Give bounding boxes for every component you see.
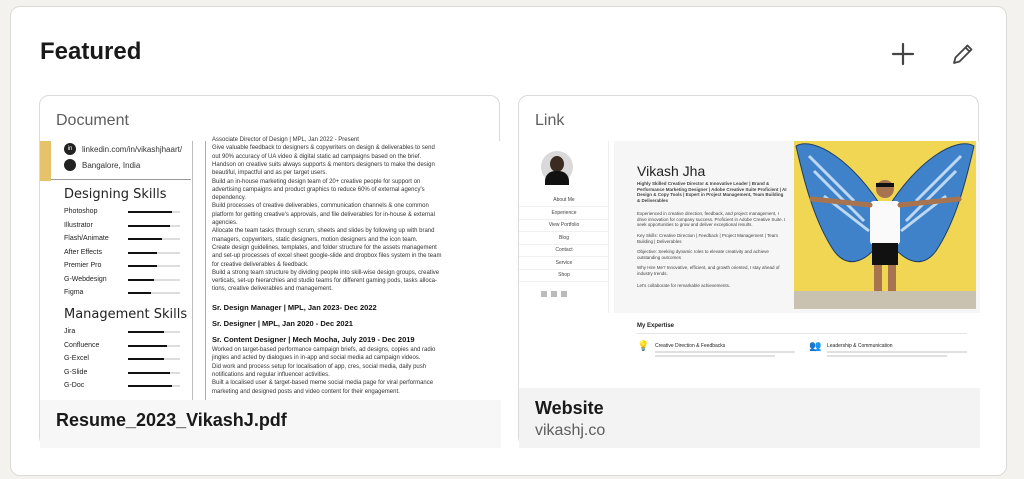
resume-text-line: advertising campaigns and product graphics to reduce 60% of external agency's bbox=[212, 186, 425, 193]
resume-location: Bangalore, India bbox=[82, 161, 141, 170]
skill-name: Illustrator bbox=[64, 221, 93, 229]
website-name: Vikash Jha bbox=[637, 163, 706, 179]
skill-level-bar bbox=[128, 252, 180, 254]
resume-text-line: Handson on creative suits always supports & mentors designers to make the design bbox=[212, 161, 435, 168]
resume-right-column bbox=[212, 137, 497, 400]
resume-text-line: dependency. bbox=[212, 195, 246, 202]
resume-text-line: Did work and process setup for localisation of app, cres, social media, daily push bbox=[212, 363, 427, 370]
plus-icon bbox=[891, 42, 915, 66]
skill-level-bar bbox=[128, 265, 180, 267]
skill-name: G-Slide bbox=[64, 368, 88, 376]
resume-text-line: Worked on target-based performance campaign briefs, ad designs, copies and radio bbox=[212, 347, 436, 353]
card-type-label: Link bbox=[535, 112, 565, 129]
resume-text-line: Build an in-house marketing design team of 20+ creative people for support on bbox=[212, 178, 421, 185]
resume-text-line: jingles and acted by dialogues in in-app and social media ad campaign videos. bbox=[212, 355, 421, 362]
skill-name: G-Webdesign bbox=[64, 275, 107, 283]
resume-linkedin: linkedin.com/in/vikashjhaart/ bbox=[82, 145, 183, 154]
linkedin-icon: in bbox=[64, 143, 76, 155]
skill-name: After Effects bbox=[64, 248, 102, 256]
resume-text-line: out 90% accuracy of UA video & digital static ad campaigns based on the brief. bbox=[212, 153, 422, 160]
resume-text-line: for creative deliverables & feedback. bbox=[212, 261, 309, 268]
link-title: Website bbox=[535, 398, 604, 418]
resume-text-line: marketing and designed posts and video content for their engagement. bbox=[212, 388, 400, 395]
resume-text-line: Associate Director of Design | MPL, Jan 2022 - Present bbox=[212, 137, 359, 143]
website-nav-item: Contact bbox=[519, 247, 609, 257]
avatar bbox=[541, 151, 573, 183]
edit-featured-button[interactable] bbox=[943, 34, 983, 74]
expertise-heading: My Expertise bbox=[637, 323, 675, 329]
resume-text-line: tions, creative deliverables and management. bbox=[212, 286, 333, 293]
resume-text-line: and set-up processes of excel sheet google-slide and dropbox files system in the team bbox=[212, 253, 442, 260]
section-title: Featured bbox=[40, 38, 142, 65]
skill-level-bar bbox=[128, 211, 180, 213]
skill-name: Confluence bbox=[64, 341, 100, 349]
skill-name: Premier Pro bbox=[64, 262, 102, 269]
skill-level-bar bbox=[128, 238, 180, 240]
resume-accent-bar bbox=[40, 141, 51, 181]
resume-text-line: Allocate the team tasks through scrum, sheets and slides by following up with brand bbox=[212, 228, 435, 235]
card-footer bbox=[519, 388, 980, 448]
resume-text-line: beautiful, impactful and as per target users. bbox=[212, 170, 328, 177]
resume-text-line: verticals, set-up hierarchies and studio teams for different gaming pods, tasks alloca- bbox=[212, 278, 437, 285]
skill-level-bar bbox=[128, 331, 180, 333]
website-hero-photo bbox=[794, 141, 976, 309]
skill-level-bar bbox=[128, 372, 180, 374]
website-why-me: Why Hire Me? Innovative, efficient, and growth oriented, I stay ahead of industry trends. bbox=[637, 265, 780, 276]
skill-name: G-Excel bbox=[64, 355, 89, 362]
document-preview bbox=[40, 137, 501, 400]
text-placeholder bbox=[655, 351, 795, 353]
bulb-icon: 💡 bbox=[637, 341, 650, 352]
skill-name: Flash/Animate bbox=[64, 235, 109, 242]
location-icon bbox=[64, 159, 76, 171]
website-objective: Objective: Seeking dynamic roles to elevate creativity and achieve outstanding outcomes bbox=[637, 249, 769, 260]
add-featured-button[interactable] bbox=[883, 34, 923, 74]
divider bbox=[637, 333, 967, 334]
social-icon bbox=[541, 291, 547, 297]
resume-text-line: managers, copywriters, static designers, motion designers and the icon team. bbox=[212, 236, 418, 243]
skill-level-bar bbox=[128, 358, 180, 360]
website-nav-item: Service bbox=[519, 260, 609, 270]
divider bbox=[51, 179, 191, 180]
featured-link-card[interactable] bbox=[518, 95, 979, 447]
skill-name: Figma bbox=[64, 289, 84, 296]
social-icon bbox=[551, 291, 557, 297]
website-nav-item: About Me bbox=[519, 197, 609, 207]
website-preview bbox=[519, 141, 980, 400]
people-icon: 👥 bbox=[809, 341, 822, 352]
skill-level-bar bbox=[128, 385, 180, 387]
website-nav-item: View Portfolio bbox=[519, 222, 609, 232]
featured-document-card[interactable] bbox=[39, 95, 500, 447]
skill-name: Photoshop bbox=[64, 208, 98, 215]
featured-section bbox=[10, 6, 1007, 476]
resume-role: Sr. Designer | MPL, Jan 2020 - Dec 2021 bbox=[212, 319, 353, 328]
card-footer bbox=[40, 400, 501, 448]
document-file-name: Resume_2023_VikashJ.pdf bbox=[56, 410, 287, 430]
resume-text-line: agencies. bbox=[212, 220, 238, 226]
website-collab: Let's collaborate for remarkable achievements. bbox=[637, 283, 731, 288]
website-nav-item: Shop bbox=[519, 272, 609, 282]
website-key-skills: Key Skills: Creative Direction | Feedback | Project Management | Team Building | Deliverables bbox=[637, 233, 778, 244]
mgmt-skills-heading: Management Skills bbox=[64, 307, 188, 322]
skill-name: G-Doc bbox=[64, 382, 85, 389]
resume-text-line: platform for getting creative's approvals, and file deliverables for in-house & external bbox=[212, 211, 435, 218]
pencil-icon bbox=[951, 42, 975, 66]
website-intro: Experienced in creative direction, feedback, and project management, I drive innovation for company success. Proficient in Adobe Creative Suite. I seek opportunities to grow and deliver exceptional results. bbox=[637, 211, 786, 227]
resume-role: Sr. Content Designer | Mech Mocha, July 2019 - Dec 2019 bbox=[212, 335, 415, 344]
expertise-item: Creative Direction & Feedbacks bbox=[655, 343, 726, 349]
social-icon bbox=[561, 291, 567, 297]
skill-level-bar bbox=[128, 345, 180, 347]
website-nav-item: Blog bbox=[519, 235, 609, 245]
website-tagline: Highly Skilled Creative Director & Innovative Leader | Brand & Performance Marketing Designer | Adobe Creative Suite Proficient | AI Design & Copy Tools | Expert in Project Management, Team Building & Deliverables bbox=[637, 181, 787, 203]
divider bbox=[192, 141, 193, 400]
resume-timeline bbox=[205, 141, 206, 400]
skill-level-bar bbox=[128, 279, 180, 281]
skill-level-bar bbox=[128, 225, 180, 227]
card-type-label: Document bbox=[56, 112, 129, 129]
website-sidebar bbox=[519, 141, 609, 313]
text-placeholder bbox=[827, 355, 947, 357]
resume-text-line: Build processes of creative deliverables, communication channels & one common bbox=[212, 203, 429, 210]
resume-text-line: Give valuable feedback to designers & copywriters on design & deliverables to send bbox=[212, 145, 435, 152]
resume-left-column bbox=[40, 141, 190, 400]
website-nav-item: Experience bbox=[519, 210, 609, 220]
resume-text-line: Build a strong team structure by dividing people into skill-wise design groups, creative bbox=[212, 269, 440, 276]
resume-text-line: Create design guidelines, templates, and folder structure for the assets management bbox=[212, 244, 437, 251]
skill-name: Jira bbox=[64, 328, 76, 335]
text-placeholder bbox=[827, 351, 967, 353]
expertise-item: Leadership & Communication bbox=[827, 343, 893, 349]
link-url: vikashj.co bbox=[535, 422, 606, 439]
resume-role: Sr. Design Manager | MPL, Jan 2023- Dec 2022 bbox=[212, 303, 377, 312]
resume-text-line: notifications and regular influencer activities. bbox=[212, 371, 330, 378]
resume-text-line: Built a localised user & target-based meme social media page for viral performance bbox=[212, 380, 434, 387]
skills-heading: Designing Skills bbox=[64, 187, 167, 202]
text-placeholder bbox=[655, 355, 775, 357]
wings-mural-image bbox=[794, 141, 976, 309]
skill-level-bar bbox=[128, 292, 180, 294]
